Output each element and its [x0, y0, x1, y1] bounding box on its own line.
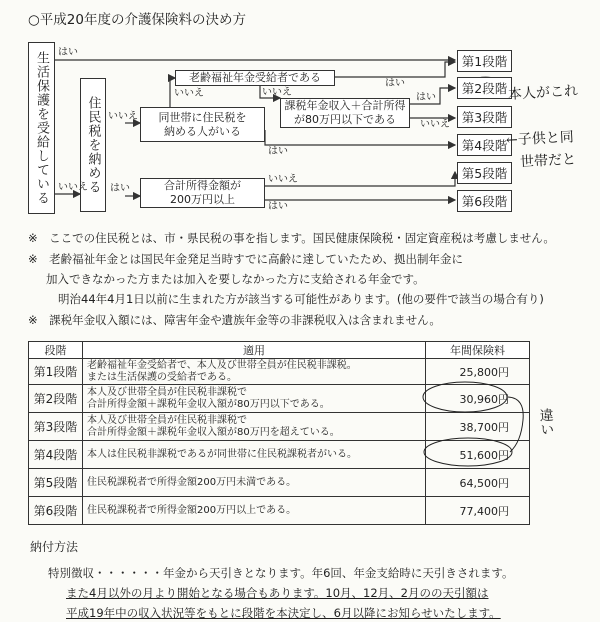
label-no: いいえ	[262, 87, 292, 98]
row-description: 老齢福祉年金受給者で、本人及び世帯全員が住民税非課税。 または生活保護の受給者である。	[83, 359, 426, 385]
row-fee: 38,700円	[426, 413, 530, 441]
payment-line-1: 特別徴収・・・・・・年金から天引きとなります。年6回、年金支給時に天引きされます。	[48, 566, 514, 580]
note-birth-date: 明治44年4月1日以前に生まれた方が該当する可能性があります。(他の要件で該当の場合有り)	[58, 292, 544, 306]
payment-line-2: また4月以外の月より開始となる場合もあります。10月、12月、2月のの天引額は	[66, 586, 489, 600]
resident-tax-check-box: 住民税を納める	[80, 78, 106, 212]
welfare-check-box: 生活保護を受給している	[28, 42, 55, 214]
stage-box-1: 第1段階	[457, 50, 512, 72]
label-yes: はい	[385, 78, 405, 89]
table-row	[29, 385, 530, 413]
stage-box-3: 第3段階	[457, 106, 512, 128]
handwritten-note-difference: 違い	[537, 407, 555, 437]
label-yes: はい	[268, 201, 288, 212]
payment-line-3: 平成19年中の収入状況等をもとに段階を本決定し、6月以降にお知らせいたします。	[66, 606, 501, 620]
row-level: 第6段階	[29, 497, 83, 525]
handwritten-note-household: 世帯だと	[519, 151, 577, 171]
household-taxpayer-box: 同世帯に住民税を 納める人がいる	[140, 107, 265, 142]
label-yes: はい	[268, 146, 288, 157]
row-description: 本人は住民税非課税であるが同世帯に住民税課税者がいる。	[83, 441, 426, 469]
label-no: いいえ	[174, 88, 204, 99]
table-row	[29, 413, 530, 441]
row-level: 第2段階	[29, 385, 83, 413]
old-age-pension-box: 老齢福祉年金受給者である	[175, 70, 335, 86]
row-fee: 30,960円	[426, 385, 530, 413]
table-header-row	[29, 342, 530, 359]
row-level: 第5段階	[29, 469, 83, 497]
label-no: いいえ	[420, 119, 450, 130]
stage-box-4: 第4段階	[457, 134, 512, 156]
table-row	[29, 441, 530, 469]
header-application: 適用	[83, 342, 426, 359]
income-threshold-box: 課税年金収入＋合計所得 が80万円以下である	[280, 98, 410, 128]
header-level: 段階	[29, 342, 83, 359]
label-yes: はい	[416, 92, 436, 103]
row-level: 第3段階	[29, 413, 83, 441]
premium-table	[28, 341, 530, 525]
page-title: ○平成20年度の介護保険料の決め方	[28, 12, 246, 28]
note-taxable-pension: ※ 課税年金収入額には、障害年金や遺族年金等の非課税収入は含まれません。	[28, 313, 441, 327]
stage-box-5: 第5段階	[457, 162, 512, 184]
handwritten-note-child: ←子供と同	[505, 129, 575, 149]
label-yes: はい	[58, 47, 78, 58]
stage-box-6: 第6段階	[457, 190, 512, 212]
payment-heading: 納付方法	[30, 540, 79, 554]
label-yes: はい	[110, 183, 130, 194]
label-no: いいえ	[108, 111, 138, 122]
header-annual-fee: 年間保険料	[426, 342, 530, 359]
row-fee: 77,400円	[426, 497, 530, 525]
stage-box-2: 第2段階	[457, 77, 512, 99]
total-income-box: 合計所得金額が 200万円以上	[140, 178, 265, 208]
row-fee: 25,800円	[426, 359, 530, 385]
row-description: 住民税課税者で所得金額200万円以上である。	[83, 497, 426, 525]
handwritten-note-self: 本人がこれ	[507, 83, 579, 103]
row-level: 第4段階	[29, 441, 83, 469]
note-pension-definition-cont: 加入できなかった方または加入を要しなかった方に支給される年金です。	[46, 272, 425, 286]
row-level: 第1段階	[29, 359, 83, 385]
row-fee: 51,600円	[426, 441, 530, 469]
note-pension-definition: ※ 老齢福祉年金とは国民年金発足当時すでに高齢に達していたため、拠出制年金に	[28, 252, 464, 266]
row-description: 本人及び世帯全員が住民税非課税で 合計所得金額＋課税年金収入額が80万円以下である。	[83, 385, 426, 413]
table-row	[29, 469, 530, 497]
row-description: 本人及び世帯全員が住民税非課税で 合計所得金額＋課税年金収入額が80万円を超えている。	[83, 413, 426, 441]
label-no: いいえ	[268, 174, 298, 185]
note-resident-tax: ※ ここでの住民税とは、市・県民税の事を指します。国民健康保険税・固定資産税は考慮しません。	[28, 231, 555, 245]
label-no: いいえ	[58, 182, 88, 193]
table-row	[29, 359, 530, 385]
row-fee: 64,500円	[426, 469, 530, 497]
row-description: 住民税課税者で所得金額200万円未満である。	[83, 469, 426, 497]
table-row	[29, 497, 530, 525]
